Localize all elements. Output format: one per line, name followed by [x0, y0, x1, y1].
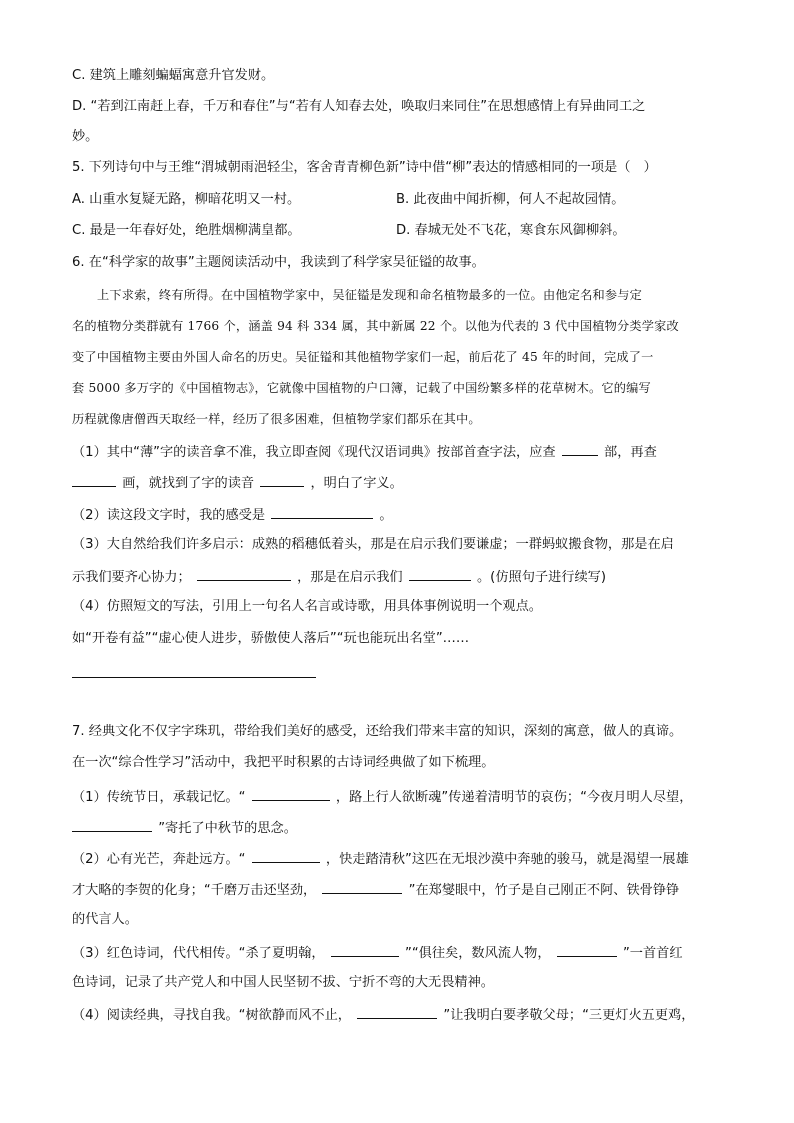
item-3-text-b: ”“俱往矣，数风流人物， [405, 946, 551, 961]
item-4-text-b: ”让我明白要孝敬父母；“三更灯火五更鸡， [443, 1008, 695, 1023]
nature-phenomenon-blank[interactable] [197, 566, 291, 581]
option-c-line: C. 建筑上雕刻蝙蝠寓意升官发财。 [72, 68, 275, 83]
item-2-text-c: 才大略的李贺的化身；“千磨万击还坚劲， [72, 883, 317, 898]
heroes-verse-blank[interactable] [557, 942, 617, 957]
item-1-line-1 [72, 786, 692, 808]
question-6-stem: 6. 在“科学家的故事”主题阅读活动中，我读到了科学家吴征镒的故事。 [72, 255, 485, 270]
sub-question-1-line-1 [72, 441, 657, 463]
feeling-blank[interactable] [271, 504, 373, 519]
passage-line-1: 上下求索，终有所得。在中国植物学家中，吴征镒是发现和命名植物最多的一位。由他定名和参与定 [97, 288, 643, 302]
question-5-stem: 5. 下列诗句中与王维“渭城朝雨浥轻尘，客舍青青柳色新”诗中借“柳”表达的情感相同的一项是（ ） [72, 160, 657, 175]
sub-question-3-line-2 [72, 566, 606, 588]
item-2-line-2 [72, 879, 679, 901]
sub-question-1-line-2 [72, 472, 403, 494]
question-7-stem-line-2: 在一次“综合性学习”活动中，我把平时积累的古诗词经典做了如下梳理。 [72, 755, 495, 770]
option-d-line-2: 妙。 [72, 129, 99, 144]
sub-question-2-text-a: （2）读这段文字时，我的感受是 [72, 508, 266, 523]
radical-blank[interactable] [562, 441, 598, 456]
stroke-count-blank[interactable] [72, 472, 116, 487]
item-3-line-1 [72, 942, 683, 964]
option-d-line-1: D. “若到江南赶上春，千万和春住”与“若有人知春去处，唤取归来同住”在思想感情上有异曲同工之 [72, 99, 646, 114]
answer-line[interactable] [72, 677, 316, 678]
passage-line-3: 变了中国植物主要由外国人命名的历史。吴征镒和其他植物学家们一起，前后花了 45 年的时间，完成了一 [72, 350, 654, 364]
item-1-text-c: ”寄托了中秋节的思念。 [158, 821, 297, 836]
item-2-line-3: 的代言人。 [72, 912, 138, 927]
item-2-line-1 [72, 848, 689, 870]
item-1-text-a: （1）传统节日，承载记忆。“ [72, 790, 246, 805]
question-5-option-a: A. 山重水复疑无路，柳暗花明又一村。 [72, 192, 301, 207]
item-3-text-c: ”一首首红 [622, 946, 683, 961]
item-3-text-a: （3）红色诗词，代代相传。“杀了夏明翰， [72, 946, 325, 961]
item-3-line-2: 色诗词，记录了共产党人和中国人民坚韧不拔、宁折不弯的大无畏精神。 [72, 975, 494, 990]
sub-question-1-text-c: 画，就找到了字的读音 [122, 476, 255, 491]
mid-autumn-verse-blank[interactable] [72, 817, 152, 832]
pronunciation-blank[interactable] [260, 472, 304, 487]
item-4-line-1 [72, 1004, 694, 1026]
sub-question-3-text-c: ，那是在启示我们 [297, 570, 403, 585]
item-2-text-b: ，快走踏清秋”这匹在无垠沙漠中奔驰的骏马，就是渴望一展雄 [325, 852, 689, 867]
question-7-stem-line-1: 7. 经典文化不仅字字珠玑，带给我们美好的感受，还给我们带来丰富的知识，深刻的寓意，做人的真谛。 [72, 724, 683, 739]
sub-question-4-examples: 如“开卷有益”“虚心使人进步，骄傲使人落后”“玩也能玩出名堂”…… [72, 631, 470, 646]
item-2-text-d: ”在郑燮眼中，竹子是自己刚正不阿、铁骨铮铮 [408, 883, 680, 898]
item-4-text-a: （4）阅读经典，寻找自我。“树欲静而风不止， [72, 1008, 351, 1023]
passage-line-5: 历程就像唐僧西天取经一样，经历了很多困难，但植物学家们都乐在其中。 [72, 412, 481, 426]
sub-question-3-text-d: 。(仿照句子进行续写) [477, 570, 606, 585]
filial-piety-verse-blank[interactable] [357, 1004, 437, 1019]
sub-question-2-text-b: 。 [379, 508, 393, 523]
item-2-text-a: （2）心有光芒，奔赴远方。“ [72, 852, 246, 867]
question-5-option-c: C. 最是一年春好处，绝胜烟柳满皇都。 [72, 223, 301, 238]
question-5-option-d: D. 春城无处不飞花，寒食东风御柳斜。 [396, 223, 626, 238]
passage-line-2: 名的植物分类群就有 1766 个，涵盖 94 科 334 属，其中新属 22 个。以他为代表的 3 代中国植物分类学家改 [72, 319, 679, 333]
question-5-option-b: B. 此夜曲中闻折柳，何人不起故园情。 [396, 192, 625, 207]
sub-question-4-line: （4）仿照短文的写法，引用上一句名人名言或诗歌，用具体事例说明一个观点。 [72, 599, 542, 614]
sub-question-1-text-b: 部，再查 [604, 445, 657, 460]
bamboo-verse-blank[interactable] [322, 879, 402, 894]
sub-question-1-text-d: ，明白了字义。 [310, 476, 403, 491]
sub-question-1-text-a: （1）其中“薄”字的读音拿不准，我立即查阅《现代汉语词典》按部首查字法，应查 [72, 445, 556, 460]
item-1-text-b: ，路上行人欲断魂”传递着清明节的哀伤；“今夜月明人尽望， [335, 790, 693, 805]
sub-question-3-text-b: 示我们要齐心协力； [72, 570, 191, 585]
sub-question-3-line-1: （3）大自然给我们许多启示：成熟的稻穗低着头，那是在启示我们要谦虚；一群蚂蚁搬食物，那是在启 [72, 537, 674, 552]
passage-line-4: 套 5000 多万字的《中国植物志》，它就像中国植物的户口簿，记载了中国纷繁多样的花草树木。它的编写 [72, 381, 651, 395]
qingming-verse-blank[interactable] [252, 786, 330, 801]
sub-question-2-line [72, 504, 393, 526]
horse-verse-blank[interactable] [252, 848, 320, 863]
xia-minghan-verse-blank[interactable] [331, 942, 399, 957]
item-1-line-2 [72, 817, 297, 839]
inspiration-blank[interactable] [409, 566, 471, 581]
